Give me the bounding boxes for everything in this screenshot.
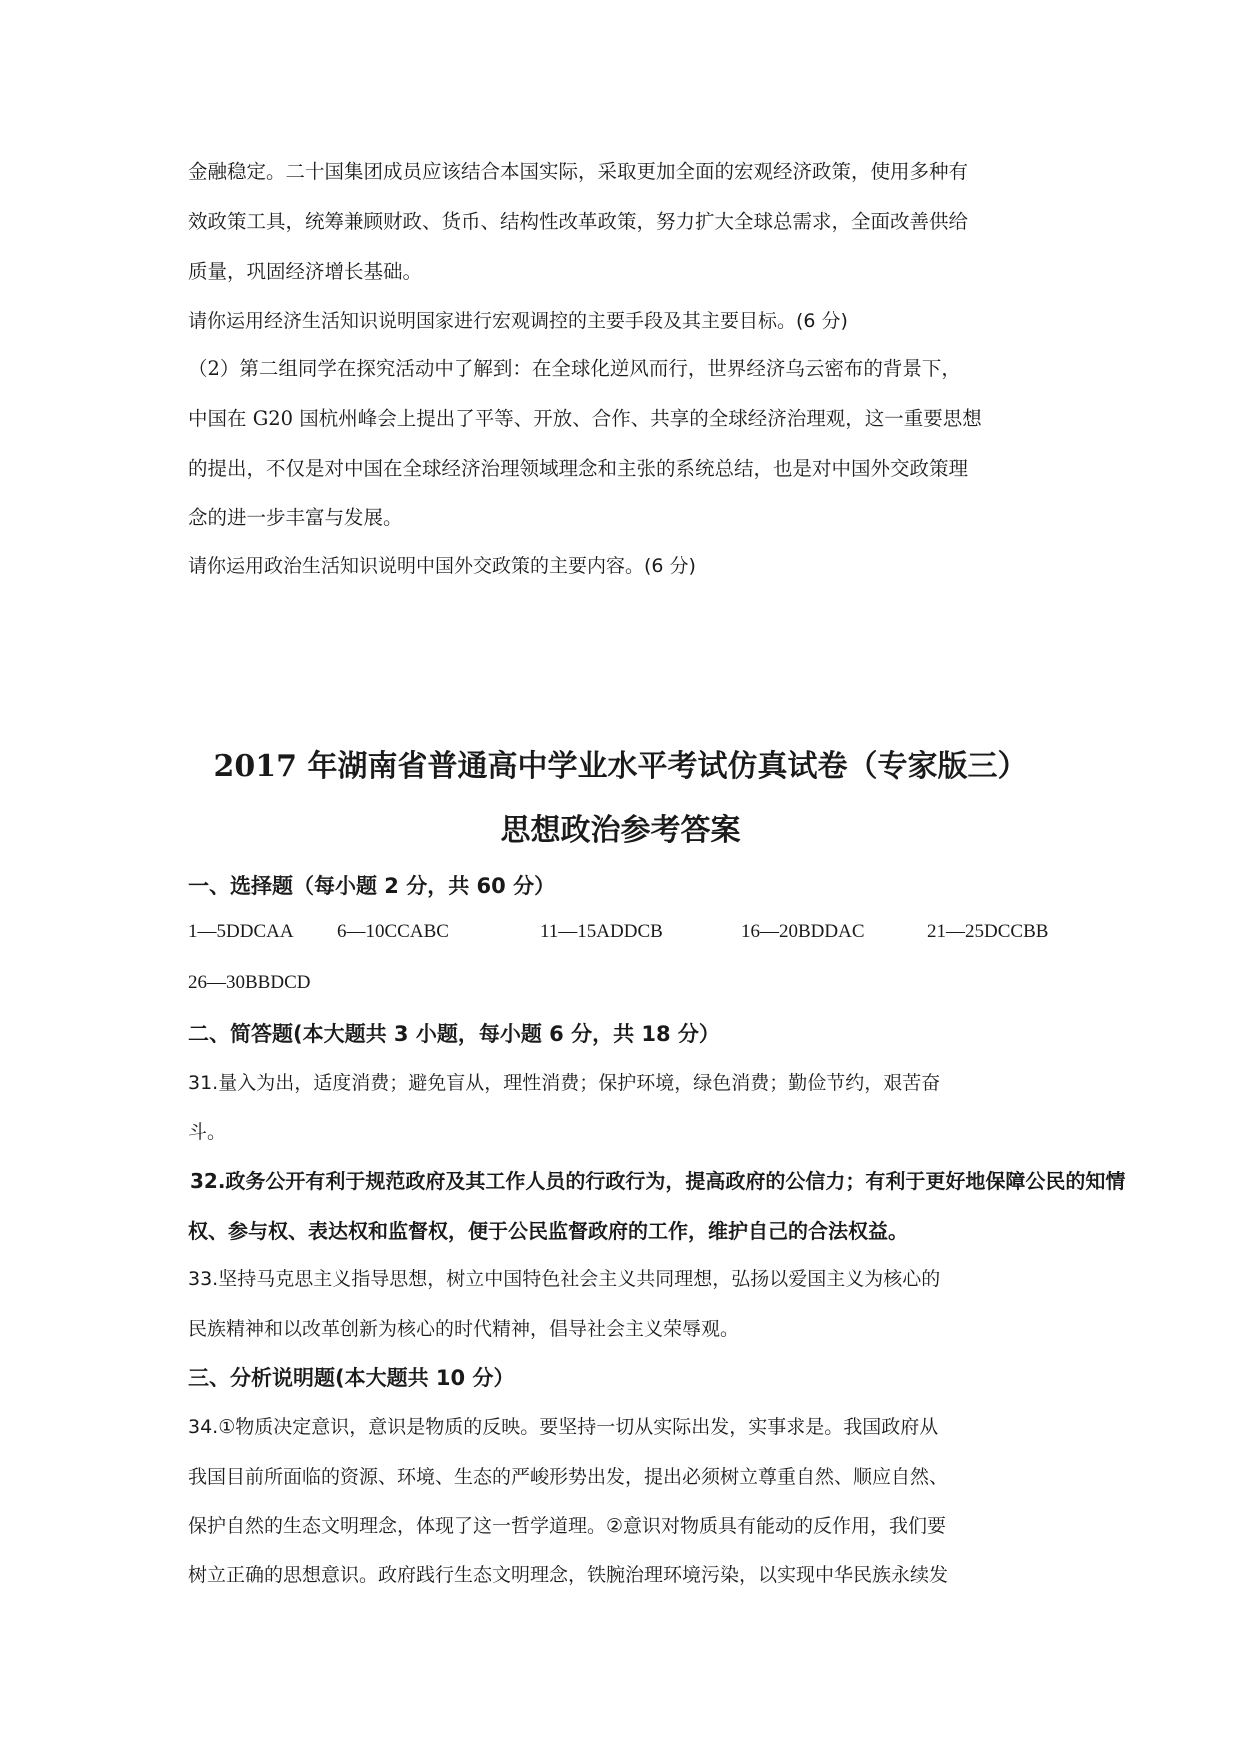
mc-answer-1-5: 1—5DDCAA (188, 921, 294, 942)
answer-33-line2: 民族精神和以改革创新为核心的时代精神，倡导社会主义荣辱观。 (188, 1318, 740, 1340)
question-para1-line2: 效政策工具，统筹兼顾财政、货币、结构性改革政策，努力扩大全球总需求，全面改善供给 (188, 210, 969, 233)
answer-32-line2: 权、参与权、表达权和监督权，便于公民监督政府的工作，维护自己的合法权益。 (188, 1219, 908, 1243)
answer-34-line4: 树立正确的思想意识。政府践行生态文明理念，铁腕治理环境污染，以实现中华民族永续发 (188, 1564, 949, 1586)
question-para1-line3: 质量，巩固经济增长基础。 (188, 260, 423, 283)
question-2-prompt: 请你运用政治生活知识说明中国外交政策的主要内容。(6 分) (188, 555, 696, 577)
answer-key-subtitle: 思想政治参考答案 (500, 813, 741, 848)
question-para2-line3: 的提出，不仅是对中国在全球经济治理领域理念和主张的系统总结，也是对中国外交政策理 (188, 457, 969, 480)
question-1-prompt: 请你运用经济生活知识说明国家进行宏观调控的主要手段及其主要目标。(6 分) (188, 310, 848, 332)
question-para1-line1: 金融稳定。二十国集团成员应该结合本国实际，采取更加全面的宏观经济政策，使用多种有 (188, 160, 969, 183)
section-2-heading: 二、简答题(本大题共 3 小题，每小题 6 分，共 18 分） (188, 1022, 720, 1046)
answer-31-line2: 斗。 (188, 1121, 227, 1143)
answer-33-line1: 33.坚持马克思主义指导思想，树立中国特色社会主义共同理想，弘扬以爱国主义为核心的 (188, 1268, 941, 1290)
question-para2-line4: 念的进一步丰富与发展。 (188, 506, 403, 529)
question-para2-line1: （2）第二组同学在探究活动中了解到：在全球化逆风而行，世界经济乌云密布的背景下， (188, 357, 961, 380)
mc-answer-26-30: 26—30BBDCD (188, 972, 311, 993)
mc-answer-11-15: 11—15ADDCB (540, 921, 663, 942)
answer-32-line1: 32.政务公开有利于规范政府及其工作人员的行政行为，提高政府的公信力；有利于更好地保障公民的知情 (190, 1169, 1126, 1193)
answer-34-line2: 我国目前所面临的资源、环境、生态的严峻形势出发，提出必须树立尊重自然、顺应自然、 (188, 1466, 949, 1488)
mc-answer-21-25: 21—25DCCBB (927, 921, 1049, 942)
section-1-heading: 一、选择题（每小题 2 分，共 60 分） (188, 874, 556, 898)
mc-answer-6-10: 6—10CCABC (337, 921, 449, 942)
answer-34-line3: 保护自然的生态文明理念，体现了这一哲学道理。②意识对物质具有能动的反作用，我们要 (188, 1515, 947, 1537)
question-para2-line2: 中国在 G20 国杭州峰会上提出了平等、开放、合作、共享的全球经济治理观，这一重要思想 (188, 407, 982, 430)
answer-31-line1: 31.量入为出，适度消费；避免盲从，理性消费；保护环境，绿色消费；勤俭节约，艰苦奋 (188, 1072, 941, 1094)
answer-34-line1: 34.①物质决定意识，意识是物质的反映。要坚持一切从实际出发，实事求是。我国政府从 (188, 1416, 939, 1438)
answer-key-title: 2017 年湖南省普通高中学业水平考试仿真试卷（专家版三） (213, 749, 1028, 784)
mc-answer-16-20: 16—20BDDAC (741, 921, 865, 942)
mc-answers-row (188, 921, 1068, 951)
section-3-heading: 三、分析说明题(本大题共 10 分） (188, 1366, 515, 1390)
